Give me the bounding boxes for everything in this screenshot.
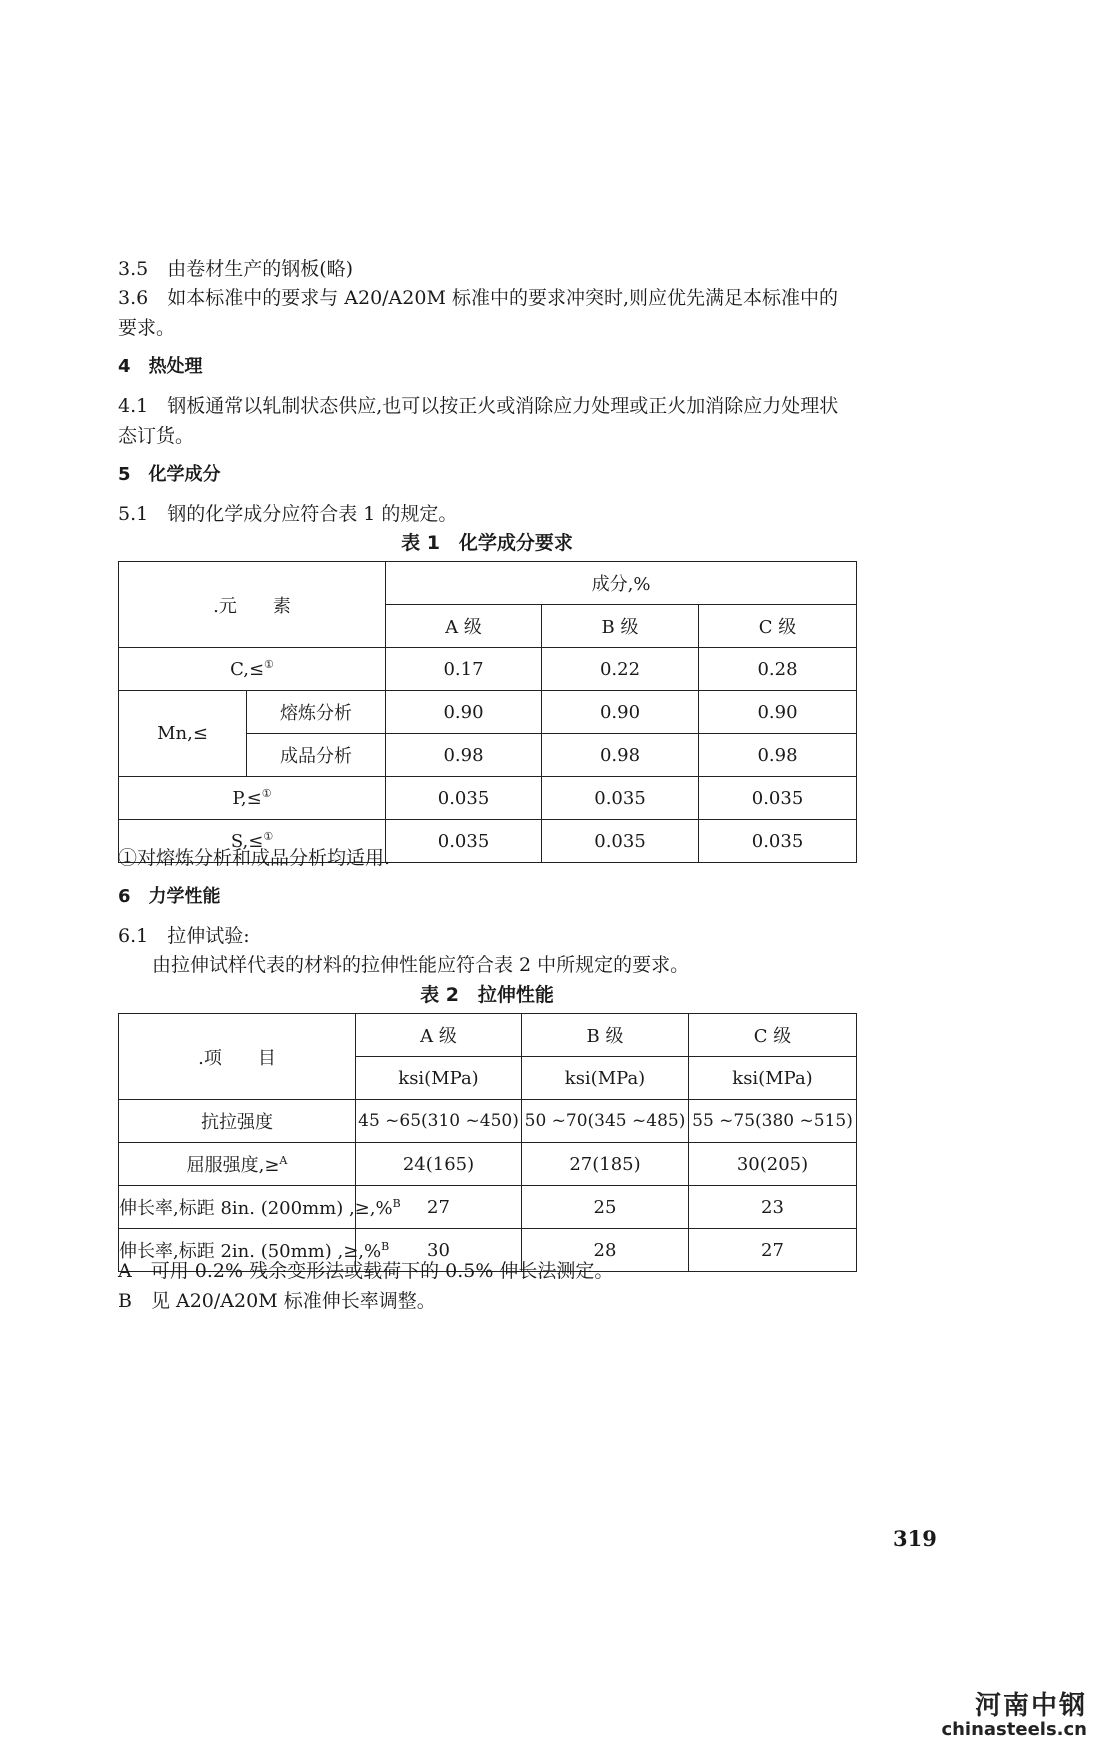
cell: 30(205) bbox=[689, 1143, 857, 1186]
row-label-tensile-strength: 抗拉强度 bbox=[119, 1100, 356, 1143]
table2-note-a: A 可用 0.2% 残余变形法或载荷下的 0.5% 伸长法测定。 bbox=[118, 1260, 614, 1282]
watermark-line1: 河南中钢 bbox=[974, 1691, 1087, 1721]
cell: 0.035 bbox=[542, 777, 699, 820]
paragraph-4-1-line2: 态订货。 bbox=[118, 425, 195, 447]
cell: 0.28 bbox=[699, 648, 857, 691]
heading-6: 6 力学性能 bbox=[118, 886, 221, 907]
cell: 0.98 bbox=[386, 734, 542, 777]
table1-grade-c: C 级 bbox=[699, 605, 857, 648]
row-label-c: C,≤① bbox=[119, 648, 386, 691]
cell: 24(165) bbox=[356, 1143, 522, 1186]
cell: 50 ~70(345 ~485) bbox=[522, 1100, 689, 1143]
paragraph-3-5: 3.5 由卷材生产的钢板(略) bbox=[118, 258, 354, 280]
table2-grade-b: B 级 bbox=[522, 1014, 689, 1057]
table-chemical-composition bbox=[118, 561, 857, 863]
page-number: 319 bbox=[893, 1526, 937, 1551]
cell: 0.17 bbox=[386, 648, 542, 691]
cell: 25 bbox=[522, 1186, 689, 1229]
paragraph-3-6-line2: 要求。 bbox=[118, 317, 176, 339]
row-label-melt-analysis: 熔炼分析 bbox=[247, 691, 386, 734]
table2-unit-c: ksi(MPa) bbox=[689, 1057, 857, 1100]
row-label-s: S,≤① bbox=[119, 820, 386, 863]
heading-4: 4 热处理 bbox=[118, 356, 203, 377]
table2-header-item: .项 目 bbox=[119, 1014, 356, 1100]
row-label-p: P,≤① bbox=[119, 777, 386, 820]
paragraph-3-6-line1: 3.6 如本标准中的要求与 A20/A20M 标准中的要求冲突时,则应优先满足本标准中的 bbox=[118, 287, 838, 309]
cell: 0.98 bbox=[542, 734, 699, 777]
table1-grade-a: A 级 bbox=[386, 605, 542, 648]
table1-caption: 表 1 化学成分要求 bbox=[401, 532, 573, 554]
cell: 27(185) bbox=[522, 1143, 689, 1186]
watermark-line2: chinasteels.cn bbox=[941, 1719, 1087, 1740]
row-label-elongation-2in: 伸长率,标距 2in. (50mm) ,≥,%$^B$ bbox=[119, 1229, 356, 1272]
table1-footnote: ①对熔炼分析和成品分析均适用. bbox=[118, 847, 391, 869]
cell: 30 bbox=[356, 1229, 522, 1272]
paragraph-6-1: 6.1 拉伸试验: bbox=[118, 925, 250, 947]
table2-grade-a: A 级 bbox=[356, 1014, 522, 1057]
table-row bbox=[119, 777, 857, 820]
cell: 27 bbox=[689, 1229, 857, 1272]
table1-header-element: .元 素 bbox=[119, 562, 386, 648]
paragraph-6-1-body: 由拉伸试样代表的材料的拉伸性能应符合表 2 中所规定的要求。 bbox=[152, 954, 690, 976]
table2-unit-b: ksi(MPa) bbox=[522, 1057, 689, 1100]
row-label-yield-strength: 屈服强度,≥$^A$ bbox=[119, 1143, 356, 1186]
cell: 0.90 bbox=[699, 691, 857, 734]
heading-5: 5 化学成分 bbox=[118, 464, 221, 485]
paragraph-5-1: 5.1 钢的化学成分应符合表 1 的规定。 bbox=[118, 503, 458, 525]
cell: 0.90 bbox=[386, 691, 542, 734]
paragraph-4-1-line1: 4.1 钢板通常以轧制状态供应,也可以按正火或消除应力处理或正火加消除应力处理状 bbox=[118, 395, 839, 417]
cell: 0.90 bbox=[542, 691, 699, 734]
row-label-product-analysis: 成品分析 bbox=[247, 734, 386, 777]
cell: 0.035 bbox=[386, 820, 542, 863]
table2-unit-a: ksi(MPa) bbox=[356, 1057, 522, 1100]
cell: 0.035 bbox=[699, 820, 857, 863]
cell: 0.035 bbox=[542, 820, 699, 863]
table-row bbox=[119, 1186, 857, 1229]
row-label-elongation-8in: 伸长率,标距 8in. (200mm) ,≥,%$^B$ bbox=[119, 1186, 356, 1229]
table-row bbox=[119, 648, 857, 691]
table-row bbox=[119, 1100, 857, 1143]
table2-grade-c: C 级 bbox=[689, 1014, 857, 1057]
cell: 27 bbox=[356, 1186, 522, 1229]
cell: 23 bbox=[689, 1186, 857, 1229]
table1-grade-b: B 级 bbox=[542, 605, 699, 648]
cell: 55 ~75(380 ~515) bbox=[689, 1100, 857, 1143]
table1-header-composition: 成分,% bbox=[386, 562, 857, 605]
table-tensile-properties bbox=[118, 1013, 857, 1272]
cell: 45 ~65(310 ~450) bbox=[356, 1100, 522, 1143]
table2-note-b: B 见 A20/A20M 标准伸长率调整。 bbox=[118, 1290, 436, 1312]
watermark-logo bbox=[941, 1692, 1087, 1740]
cell: 0.035 bbox=[386, 777, 542, 820]
cell: 0.98 bbox=[699, 734, 857, 777]
row-group-mn: Mn,≤ bbox=[119, 691, 247, 777]
table-row bbox=[119, 1143, 857, 1186]
cell: 0.22 bbox=[542, 648, 699, 691]
table-row bbox=[119, 691, 857, 734]
table2-caption: 表 2 拉伸性能 bbox=[420, 984, 554, 1006]
cell: 0.035 bbox=[699, 777, 857, 820]
cell: 28 bbox=[522, 1229, 689, 1272]
